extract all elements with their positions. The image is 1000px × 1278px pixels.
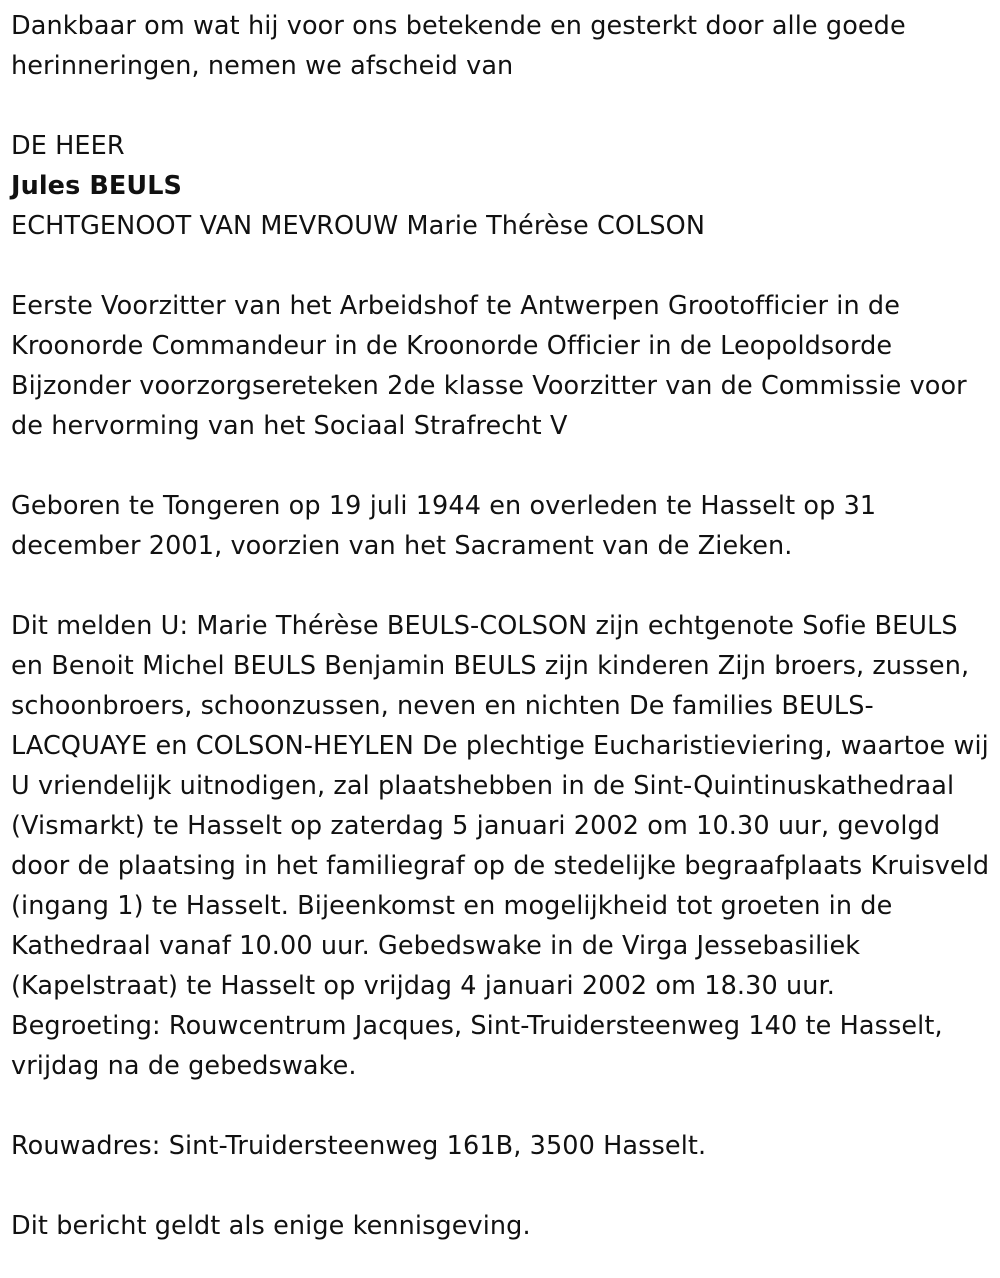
spouse-line: ECHTGENOOT VAN MEVROUW Marie Thérèse COLSON [11,211,706,241]
salutation: DE HEER [11,131,125,161]
mourning-address: Rouwadres: Sint-Truidersteenweg 161B, 3500 Hasselt. [11,1131,707,1161]
announcement-paragraph: Dit melden U: Marie Thérèse BEULS-COLSON zijn echtgenote Sofie BEULS en Benoit Michel BEULS Benjamin BEULS zijn kinderen Zijn broers, zussen, schoonbroers, schoonzussen, neven en nichten De families BEULS-LACQUAYE en COLSON-HEYLEN De plechtige Eucharistieviering, waartoe wij U vriendelijk uitnodigen, zal plaatshebben in de Sint-Quintinuskathedraal (Vismarkt) te Hasselt op zaterdag 5 januari 2002 om 10.30 uur, gevolgd door de plaatsing in het familiegraf op de stedelijke begraafplaats Kruisveld (ingang 1) te Hasselt. Bijeenkomst en mogelijkheid tot groeten in de Kathedraal vanaf 10.00 uur. Gebedswake in de Virga Jessebasiliek (Kapelstraat) te Hasselt op vrijdag 4 januari 2002 om 18.30 uur. Begroeting: Rouwcentrum Jacques, Sint-Truidersteenweg 140 te Hasselt, vrijdag na de gebedswake. [11,611,990,1081]
closing-line: Dit bericht geldt als enige kennisgeving. [11,1211,531,1241]
birth-death-paragraph: Geboren te Tongeren op 19 juli 1944 en overleden te Hasselt op 31 december 2001, voorzien van het Sacrament van de Zieken. [11,491,877,561]
titles-paragraph: Eerste Voorzitter van het Arbeidshof te Antwerpen Grootofficier in de Kroonorde Commandeur in de Kroonorde Officier in de Leopoldsorde Bijzonder voorzorgsereteken 2de klasse Voorzitter van de Commissie voor de hervorming van het Sociaal Strafrecht V [11,291,967,441]
intro-text: Dankbaar om wat hij voor ons betekende en gesterkt door alle goede herinneringen, nemen we afscheid van [11,11,906,81]
deceased-name: Jules BEULS [11,171,183,201]
